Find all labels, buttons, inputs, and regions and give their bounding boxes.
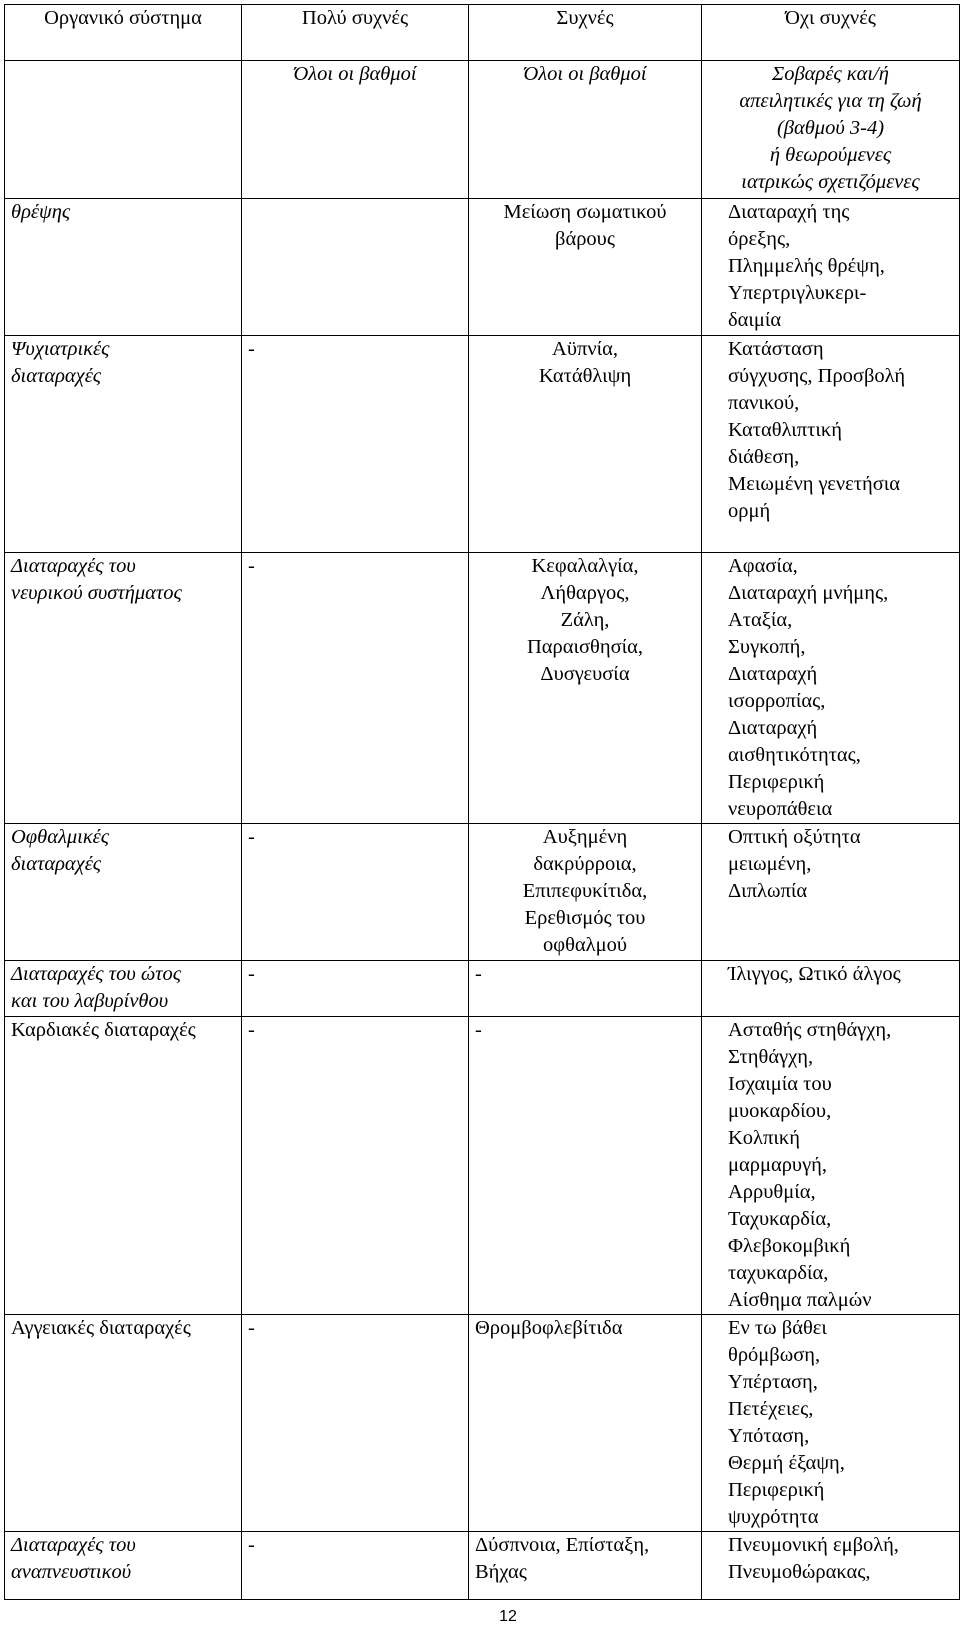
organ-system-cell: Ψυχιατρικές διαταραχές (5, 336, 242, 553)
very-common-cell: - (242, 961, 469, 1017)
common-cell: Δύσπνοια, Επίσταξη, Βήχας (469, 1532, 702, 1600)
very-common-cell: - (242, 1532, 469, 1600)
common-cell: - (469, 1017, 702, 1315)
subheader-very-common: Όλοι οι βαθμοί (242, 61, 469, 199)
very-common-cell: - (242, 824, 469, 961)
table-row (5, 336, 960, 553)
uncommon-cell: Ίλιγγος, Ωτικό άλγος (702, 961, 960, 1017)
very-common-cell: - (242, 1315, 469, 1532)
table-header-row (5, 5, 960, 61)
organ-system-cell: Διαταραχές του ώτος και του λαβυρίνθου (5, 961, 242, 1017)
page-number: 12 (499, 1608, 517, 1625)
subheader-empty (5, 61, 242, 199)
header-common: Συχνές (469, 5, 702, 61)
header-very-common: Πολύ συχνές (242, 5, 469, 61)
common-cell: Αυξημένη δακρύρροια, Επιπεφυκίτιδα, Ερεθισμός του οφθαλμού (469, 824, 702, 961)
subheader-uncommon: Σοβαρές και/ή απειλητικές για τη ζωή (βαθμού 3-4) ή θεωρούμενες ιατρικώς σχετιζόμενες (702, 61, 960, 199)
table-subheader-row (5, 61, 960, 199)
common-cell: - (469, 961, 702, 1017)
very-common-cell: - (242, 553, 469, 824)
uncommon-cell: Κατάσταση σύγχυσης, Προσβολή πανικού, Καταθλιπτική διάθεση, Μειωμένη γενετήσια ορμή (702, 336, 960, 553)
uncommon-cell: Ασταθής στηθάγχη, Στηθάγχη, Ισχαιμία του μυοκαρδίου, Κολπική μαρμαρυγή, Αρρυθμία, Ταχυκαρδία, Φλεβοκομβική ταχυκαρδία, Αίσθημα παλμών (702, 1017, 960, 1315)
common-cell: Κεφαλαλγία, Λήθαργος, Ζάλη, Παραισθησία, Δυσγευσία (469, 553, 702, 824)
header-uncommon: Όχι συχνές (702, 5, 960, 61)
adverse-reactions-table (4, 4, 960, 1600)
common-cell: Αϋπνία, Κατάθλιψη (469, 336, 702, 553)
organ-system-cell: Διαταραχές του αναπνευστικού (5, 1532, 242, 1600)
common-cell: Θρομβοφλεβίτιδα (469, 1315, 702, 1532)
very-common-cell (242, 199, 469, 336)
very-common-cell: - (242, 336, 469, 553)
uncommon-cell: Αφασία, Διαταραχή μνήμης, Αταξία, Συγκοπή, Διαταραχή ισορροπίας, Διαταραχή αισθητικότητας, Περιφερική νευροπάθεια (702, 553, 960, 824)
subheader-common: Όλοι οι βαθμοί (469, 61, 702, 199)
uncommon-cell: Διαταραχή της όρεξης, Πλημμελής θρέψη, Υπερτριγλυκερι- δαιμία (702, 199, 960, 336)
table-row (5, 553, 960, 824)
table-row (5, 1315, 960, 1532)
organ-system-cell: Καρδιακές διαταραχές (5, 1017, 242, 1315)
common-cell: Μείωση σωματικού βάρους (469, 199, 702, 336)
table-row (5, 824, 960, 961)
table-row (5, 1532, 960, 1600)
uncommon-cell: Εν τω βάθει θρόμβωση, Υπέρταση, Πετέχειες, Υπόταση, Θερμή έξαψη, Περιφερική ψυχρότητα (702, 1315, 960, 1532)
organ-system-cell: Αγγειακές διαταραχές (5, 1315, 242, 1532)
header-organ-system: Οργανικό σύστημα (5, 5, 242, 61)
uncommon-cell: Οπτική οξύτητα μειωμένη, Διπλωπία (702, 824, 960, 961)
organ-system-cell: θρέψης (5, 199, 242, 336)
uncommon-cell: Πνευμονική εμβολή, Πνευμοθώρακας, (702, 1532, 960, 1600)
table-row (5, 961, 960, 1017)
table-row (5, 1017, 960, 1315)
very-common-cell: - (242, 1017, 469, 1315)
organ-system-cell: Οφθαλμικές διαταραχές (5, 824, 242, 961)
organ-system-cell: Διαταραχές του νευρικού συστήματος (5, 553, 242, 824)
table-row (5, 199, 960, 336)
